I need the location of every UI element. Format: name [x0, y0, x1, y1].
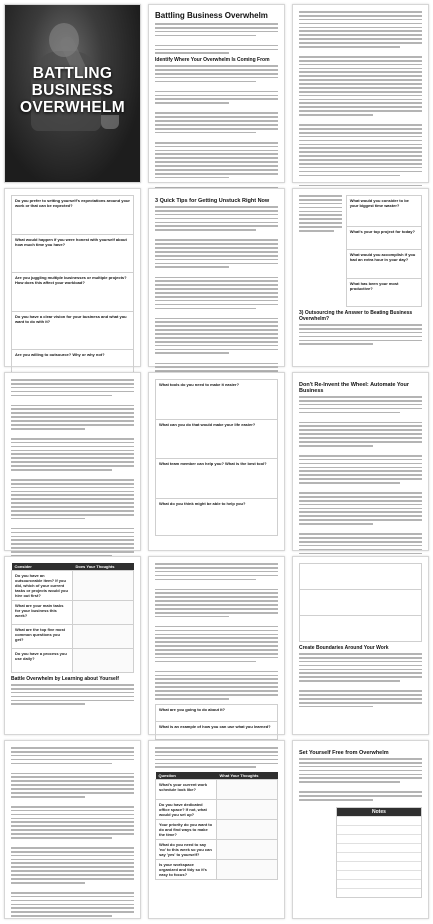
question-table [155, 379, 278, 536]
body-text [299, 195, 342, 232]
body-text [299, 324, 422, 345]
question-cell: What do you need to say 'no' to this week so you can say 'yes' to yourself? [156, 840, 217, 860]
cover-page [4, 4, 141, 183]
page-7 [4, 372, 141, 551]
answer-cell[interactable] [12, 249, 134, 273]
section-heading: Battle Overwhelm by Learning about Yourself [11, 676, 119, 682]
answer-cell[interactable] [12, 210, 134, 234]
answer-cell[interactable] [346, 293, 421, 307]
page-12 [292, 556, 429, 735]
answer-cell[interactable] [73, 625, 134, 649]
answer-cell[interactable] [73, 571, 134, 601]
answer-cell[interactable] [346, 264, 421, 278]
page-heading: Battling Business Overwhelm [155, 11, 268, 20]
question-cell: What tools do you need to make it easier? [156, 380, 278, 390]
column-header: Question [156, 772, 217, 780]
page-15 [292, 740, 429, 919]
section-heading: Identify Where Your Overwhelm Is Coming From [155, 57, 270, 64]
body-text [299, 758, 422, 801]
answer-cell[interactable] [156, 468, 278, 498]
question-cell: What team member can help you? What is the best tool? [156, 459, 278, 469]
body-text [299, 396, 422, 566]
question-table [346, 195, 422, 307]
question-cell: What would you accomplish if you had an extra hour in your day? [346, 250, 421, 265]
answer-cell[interactable] [300, 624, 422, 642]
notes-line[interactable] [337, 852, 421, 861]
question-cell: What is an example of how you can use what you learned? [156, 722, 278, 732]
cover-title-line1: BATTLING BUSINESS [31, 65, 114, 99]
question-cell: What would happen if you were honest with yourself about how much time you have? [12, 234, 134, 249]
question-cell: What's your current work schedule look like? [156, 780, 217, 800]
reflection-table [155, 772, 278, 880]
notes-line[interactable] [337, 825, 421, 834]
body-text [11, 684, 134, 705]
page-14 [148, 740, 285, 919]
answer-cell[interactable] [217, 780, 278, 800]
notes-box [336, 807, 422, 898]
page-heading: Set Yourself Free from Overwhelm [299, 750, 389, 756]
column-header: What Your Thoughts [217, 772, 278, 780]
answer-cell[interactable] [217, 860, 278, 880]
answer-cell[interactable] [73, 601, 134, 625]
question-cell: Do you prefer to setting yourself's expectations around your work or that can be expected? [12, 196, 134, 211]
page-11 [148, 556, 285, 735]
page-8 [148, 372, 285, 551]
page-9 [292, 372, 429, 551]
question-cell: What do you think might be able to help you? [156, 498, 278, 508]
page-10 [4, 556, 141, 735]
body-text [299, 653, 422, 707]
question-cell: What would you consider to be your biggest time waster? [346, 196, 421, 211]
question-cell: What are the top five most common questions you get? [12, 625, 73, 649]
notes-line[interactable] [337, 843, 421, 852]
question-cell: Do you have a process you use daily? [12, 649, 73, 673]
notes-line[interactable] [337, 834, 421, 843]
body-text [155, 563, 278, 700]
question-cell: Do you have a clear vision for your business and what you want to do with it? [12, 311, 134, 326]
notes-line[interactable] [337, 888, 421, 897]
question-cell: What's your top project for today? [346, 226, 421, 236]
body-text [11, 747, 134, 917]
cover-title-line2: OVERWHELM [20, 99, 125, 116]
question-cell [300, 590, 422, 598]
question-cell: What are you going to do about it? [156, 704, 278, 714]
question-table [11, 195, 134, 384]
body-text [155, 206, 278, 387]
notes-line[interactable] [337, 879, 421, 888]
question-cell: Do you have dedicated office space? If not, what would you set up? [156, 800, 217, 820]
answer-cell[interactable] [156, 731, 278, 739]
answer-cell[interactable] [12, 326, 134, 350]
body-text [299, 11, 422, 202]
question-cell: Do you have an outsourceable item? If you did, which of your current tasks or projects would you hire out first? [12, 571, 73, 601]
cover-title [5, 65, 140, 116]
section-heading: 3) Outsourcing the Answer to Beating Business Overwhelm? [299, 310, 413, 322]
notes-line[interactable] [337, 816, 421, 825]
page-heading: Don't Re-Invent the Wheel: Automate Your Business [299, 382, 409, 394]
answer-cell[interactable] [300, 572, 422, 590]
page-5 [148, 188, 285, 367]
answer-cell[interactable] [346, 210, 421, 226]
question-cell [300, 564, 422, 572]
question-cell: What has been your most productive? [346, 278, 421, 293]
question-cell: Is your workspace organized and tidy so it's easy to focus? [156, 860, 217, 880]
body-text [155, 65, 278, 200]
notes-line[interactable] [337, 861, 421, 870]
body-text [11, 379, 134, 557]
question-cell [300, 616, 422, 624]
question-cell: What can you do that would make your life easier? [156, 419, 278, 429]
pages-grid [4, 4, 429, 920]
cover-cup [101, 115, 119, 129]
answer-cell[interactable] [217, 800, 278, 820]
page-6 [292, 188, 429, 367]
page-13 [4, 740, 141, 919]
notes-header: Notes [337, 808, 421, 816]
page-4 [4, 188, 141, 367]
column-header: Does Your Thoughts [73, 563, 134, 571]
answer-cell[interactable] [12, 287, 134, 311]
answer-cell[interactable] [156, 508, 278, 536]
question-cell: Are you juggling multiple businesses or multiple projects? How does this affect your workload? [12, 273, 134, 288]
answer-cell[interactable] [156, 429, 278, 459]
body-text [155, 747, 278, 768]
page-2 [148, 4, 285, 183]
notes-line[interactable] [337, 870, 421, 879]
answer-cell[interactable] [217, 840, 278, 860]
answer-cell[interactable] [217, 820, 278, 840]
answer-cell[interactable] [156, 714, 278, 722]
body-text [155, 23, 278, 54]
page-heading: 3 Quick Tips for Getting Unstuck Right Now [155, 198, 270, 204]
question-cell: Your priority do you want to do and find ways to make the time? [156, 820, 217, 840]
page-3 [292, 4, 429, 183]
reflection-table [11, 563, 134, 673]
question-cell: Are you willing to outsource? Why or why not? [12, 350, 134, 360]
answer-cell[interactable] [300, 598, 422, 616]
answer-cell[interactable] [346, 236, 421, 250]
answer-cell[interactable] [73, 649, 134, 673]
question-cell: What are your main tasks for your business this week? [12, 601, 73, 625]
section-heading: Create Boundaries Around Your Work [299, 645, 389, 651]
column-header: Consider [12, 563, 73, 571]
question-table [299, 563, 422, 642]
answer-cell[interactable] [156, 389, 278, 419]
